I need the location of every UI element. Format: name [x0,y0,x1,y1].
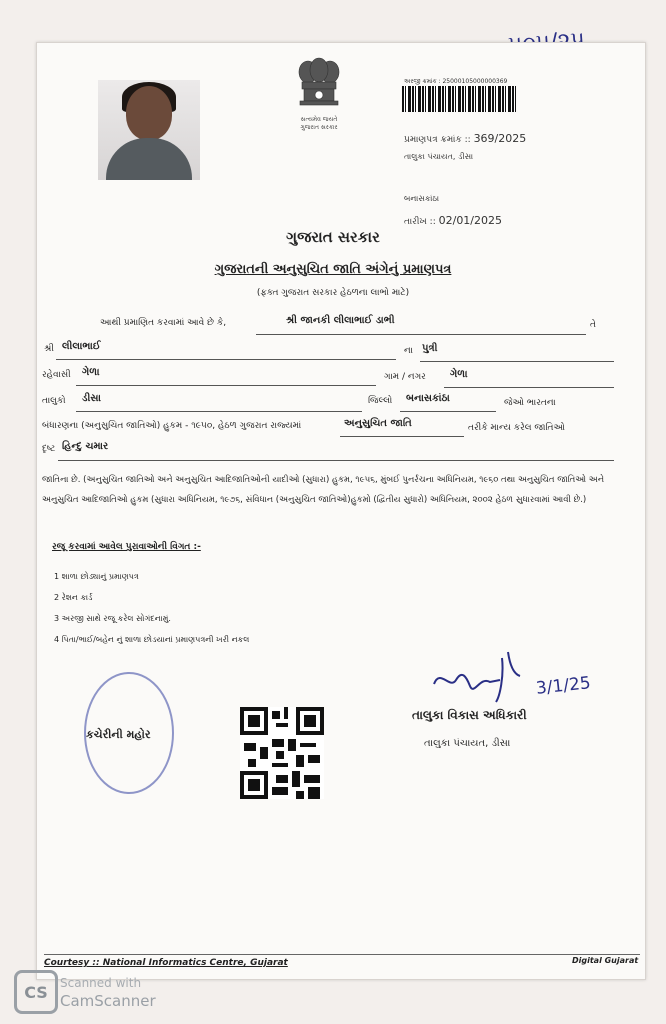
caste-category: અનુસુચિત જાતિ [344,418,412,429]
watermark-line2: CamScanner [60,992,156,1010]
footer-divider [44,954,640,955]
village-name: ગેળા [82,367,100,378]
divider [76,385,376,386]
officer-office: તાલુકા પંચાયત, ડીસા [424,738,511,749]
divider [256,334,586,335]
village-label: ગામ / નગર [384,372,426,382]
shri-label: શ્રી [44,344,54,354]
signature-date: 3/1/25 [535,673,592,699]
certificate-number: પ્રમાણપત્ર ક્રમાંક :: 369/2025 [404,132,527,145]
divider [58,460,614,461]
district-name: બનાસકાંઠા [406,393,450,404]
legal-paragraph: જાતિના છે. (અનુસુચિત જાતિઓ અને અનુસુચિત આદિજાતિઓની યાદીઓ (સુધારા) હુકમ, ૧૯૫૬, મુંબઈ પુનર્રચના અધિનિયમ, ૧૯૬૦ તથા અનુસુચિત જાતિઓ અને અનુસુચિત આદિજાતિઓ હુકમ (સુધારા અધિનિયમ, ૧૯૭૬, સંવિધાન (અનુસુચિત જાતિઓ)હુકમો (દ્વિતીય સુધારો) અધિનિયમ, ૨૦૦૨ હેઠળ સુધારવામાં આવી છે.) [42,475,605,505]
state-emblem-icon [290,56,348,116]
caste-label: દૃષ્ટ [42,444,56,454]
divider [76,411,362,412]
certify-text: આથી પ્રમાણિત કરવામાં આવે છે કે, [100,318,227,328]
applicant-name: શ્રી જાનકી લીલાભાઈ ડાભી [286,315,395,326]
divider [340,436,464,437]
issuing-office: તાલુકા પંચાયત, ડીસા [404,152,474,161]
document-item: 2 રેશન કાર્ડ [54,593,93,602]
certificate-page [36,42,646,980]
divider [400,411,496,412]
certificate-subtitle: (ફક્ત ગુજરાત સરકાર હેઠળના લાભો માટે) [256,288,410,298]
village-name-2: ગેળા [450,369,468,380]
documents-heading: રજૂ કરવામાં આવેલ પુરાવાઓની વિગત :- [52,542,201,552]
relation: પુત્રી [422,343,438,354]
stamp-label: કચેરીની મહોર [86,728,151,741]
father-name: લીલાભાઈ [62,341,101,352]
district-label: જિલ્લો [368,396,393,406]
qr-code-icon [240,706,324,800]
document-item: 1 શાળા છોડ્યાનું પ્રમાણપત્ર [54,572,139,581]
emblem-caption: સત્યમેવ જયતે ગુજરાત સરકાર [300,116,338,131]
issue-date: તારીખ :: 02/01/2025 [404,214,503,227]
taluka-label: તાલુકો [42,396,66,406]
caste-name: હિન્દુ ચમાર [62,441,109,452]
courtesy-text: Courtesy :: National Informatics Centre, Gujarat [44,958,288,968]
te-text: તે [590,320,596,330]
application-number: અરજી ક્રમાંક : 25000105000000369 [404,78,508,85]
divider [444,387,614,388]
india-text: જેઓ ભારતના [504,398,556,408]
applicant-photo [98,80,200,180]
taluka-name: ડીસા [82,393,101,404]
watermark-line1: Scanned with [60,976,142,990]
camscanner-logo-icon: CS [14,970,58,1014]
digital-gujarat-text: Digital Gujarat [572,956,639,965]
order-text: બંધારણના (અનુસુચિત જાતિઓ) હુકમ - ૧૯૫૦, હેઠળ ગુજરાત રાજ્યમાં [42,421,302,431]
officer-title: તાલુકા વિકાસ અધિકારી [412,708,527,722]
issuing-district: બનાસકાંઠા [404,194,440,203]
document-item: 4 પિતા/ભાઈ/બહેન નું શાળા છોડયાનાં પ્રમાણપત્રની ખરી નકલ [54,635,250,644]
barcode [402,86,516,112]
recognized-text: તરીકે માન્ય કરેલ જાતિઓ [468,423,565,433]
divider [420,361,614,362]
certificate-title: ગુજરાતની અનુસુચિત જાતિ અંગેનું પ્રમાણપત્ર [214,262,452,277]
document-item: 3 અરજી સાથે રજૂ કરેલ સોગંદનામું. [54,614,171,623]
government-heading: ગુજરાત સરકાર [286,228,380,246]
divider [56,359,396,360]
resident-label: રહેવાસી [42,370,71,380]
na-text: ના [404,346,413,356]
